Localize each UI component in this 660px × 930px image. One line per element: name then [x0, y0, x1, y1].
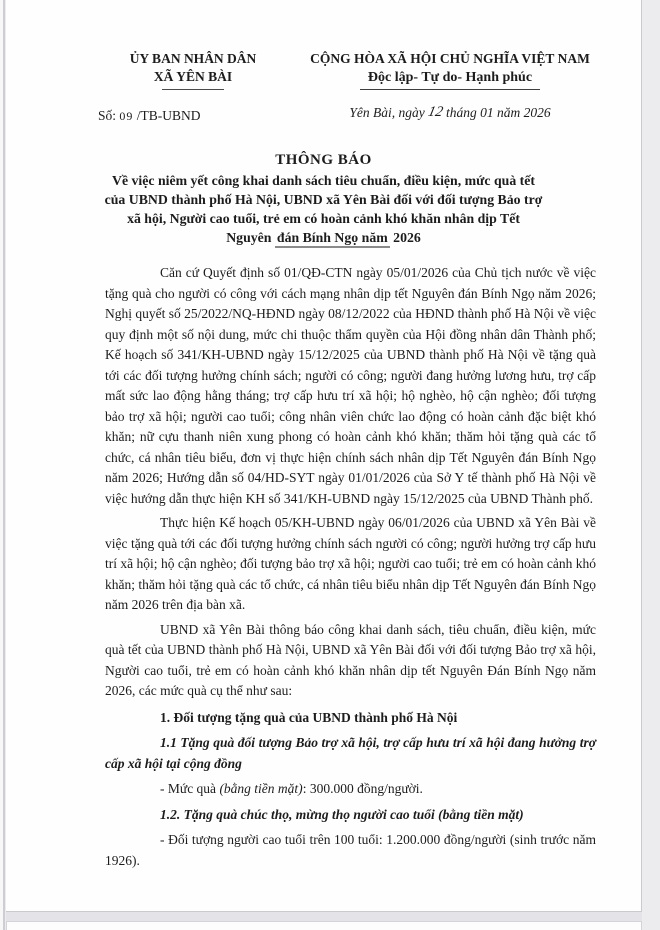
gift-amount-value: : 300.000 đồng/người. [302, 781, 423, 796]
paragraph-implementation: Thực hiện Kế hoạch 05/KH-UBND ngày 06/01/2026 của UBND xã Yên Bài về việc tặng quà tới các đối tượng hưởng chính sách người có công; người hưởng trợ cấp hưu trí xã hội; hộ cận nghèo; đối tượng bảo trợ xã hội; người cao tuổi; trẻ em có hoàn cảnh khó khăn; thăm hỏi tặng quà các tổ chức, cá nhân tiêu biểu nhân dịp Tết Nguyên đán Bính Ngọ năm 2026 trên địa bàn xã. [105, 515, 596, 612]
document-page [6, 0, 642, 912]
document-number [98, 108, 201, 124]
section-1-1-item [105, 779, 596, 800]
dateline-prefix: Yên Bài, ngày [349, 105, 429, 120]
document-number-suffix: /TB-UBND [133, 108, 201, 123]
national-motto-line1: CỘNG HÒA XÃ HỘI CHỦ NGHĨA VIỆT NAM [310, 51, 590, 66]
gift-amount-prefix: - Mức quà [160, 781, 220, 796]
section-1-2-item: - Đối tượng người cao tuổi trên 100 tuổi: 1.200.000 đồng/người (sinh trước năm 1926). [105, 832, 596, 868]
paragraph-announcement: UBND xã Yên Bài thông báo công khai danh sách, tiêu chuẩn, điều kiện, mức quà tết của UBND thành phố Hà Nội, UBND xã Yên Bài đối với đối tượng Bảo trợ xã hội, Người cao tuổi, trẻ em có hoàn cảnh khó khăn nhân dịp tết Nguyên Đán Bính Ngọ năm 2026, các mức quà cụ thể như sau: [105, 621, 596, 698]
section-1-2-heading: 1.2. Tặng quà chúc thọ, mừng thọ người cao tuổi (bằng tiền mặt) [160, 806, 524, 822]
subtitle-last-line [6, 228, 641, 247]
document-number-label: Số: [98, 108, 120, 123]
page-left-edge-line [3, 0, 5, 930]
page-gap [6, 912, 642, 921]
subtitle-line: xã hội, Người cao tuổi, trẻ em có hoàn cảnh khó khăn nhân dịp Tết [127, 211, 520, 226]
national-header-block [274, 50, 626, 122]
dateline [274, 104, 626, 122]
subtitle-underlined-text: đán Bính Ngọ năm [275, 230, 390, 248]
national-motto-line2: Độc lập- Tự do- Hạnh phúc [360, 68, 540, 90]
subtitle-line: của UBND thành phố Hà Nội, UBND xã Yên Bài đối với đối tượng Bảo trợ [104, 192, 543, 207]
org-name-line1: ỦY BAN NHÂN DÂN [129, 51, 257, 66]
document-number-value: 09 [119, 109, 134, 123]
dateline-day-handwritten: 12 [426, 104, 445, 120]
document-subtitle [6, 171, 641, 247]
org-name-line2: XÃ YÊN BÀI [153, 69, 233, 84]
section-1-heading: 1. Đối tượng tặng quà của UBND thành phố Hà Nội [160, 709, 458, 725]
next-page-top-edge [6, 921, 642, 930]
dateline-suffix: tháng 01 năm 2026 [442, 105, 551, 120]
document-title-block [6, 152, 641, 247]
paragraph-legal-basis: Căn cứ Quyết định số 01/QĐ-CTN ngày 05/01/2026 của Chủ tịch nước về việc tặng quà cho người có công với cách mạng nhân dịp tết Nguyên đán Bính Ngọ năm 2026; Nghị quyết số 25/2022/NQ-HĐND ngày 08/12/2022 của HĐND thành phố Hà Nội về việc quy định một số nội dung, mức chi thuộc thẩm quyền của Hội đồng nhân dân Thành phố; Kế hoạch số 341/KH-UBND ngày 15/12/2025 của UBND thành phố Hà Nội về tặng quà tới các đối tượng hưởng chính sách; người có công; người đang hưởng lương hưu, trợ cấp mất sức lao động hằng tháng; trợ cấp hưu trí xã hội; hộ nghèo, hộ cận nghèo; đối tượng bảo trợ xã hội; người cao tuổi; công nhân viên chức lao động có hoàn cảnh đặc biệt khó khăn; nữ cựu thanh niên xung phong có hoàn cảnh khó khăn; thăm hỏi tặng quà các tổ chức, cá nhân tiêu biểu, đơn vị thực hiện chính sách nhân dịp Tết Nguyên đán Bính Ngọ năm 2026; Hướng dẫn số 04/HD-SYT ngày 01/01/2026 của Sở Y tế thành phố Hà Nội về việc hướng dẫn thực hiện KH số 341/KH-UBND ngày 15/12/2025 của UBND Thành phố. [105, 265, 596, 506]
document-header [6, 0, 641, 146]
section-1-1-heading: 1.1 Tặng quà đối tượng Bảo trợ xã hội, trợ cấp hưu trí xã hội đang hưởng trợ cấp xã hội tại cộng đồng [105, 735, 596, 771]
document-body [6, 247, 641, 871]
org-name-underline [162, 89, 224, 90]
subtitle-last-post: 2026 [389, 230, 421, 245]
document-type-heading: THÔNG BÁO [275, 152, 372, 168]
gift-amount-note-italic: (bằng tiền mặt) [219, 781, 303, 796]
subtitle-last-pre: Nguyên [226, 230, 275, 245]
subtitle-line: Về việc niêm yết công khai danh sách tiêu chuẩn, điều kiện, mức quà tết [112, 173, 535, 188]
